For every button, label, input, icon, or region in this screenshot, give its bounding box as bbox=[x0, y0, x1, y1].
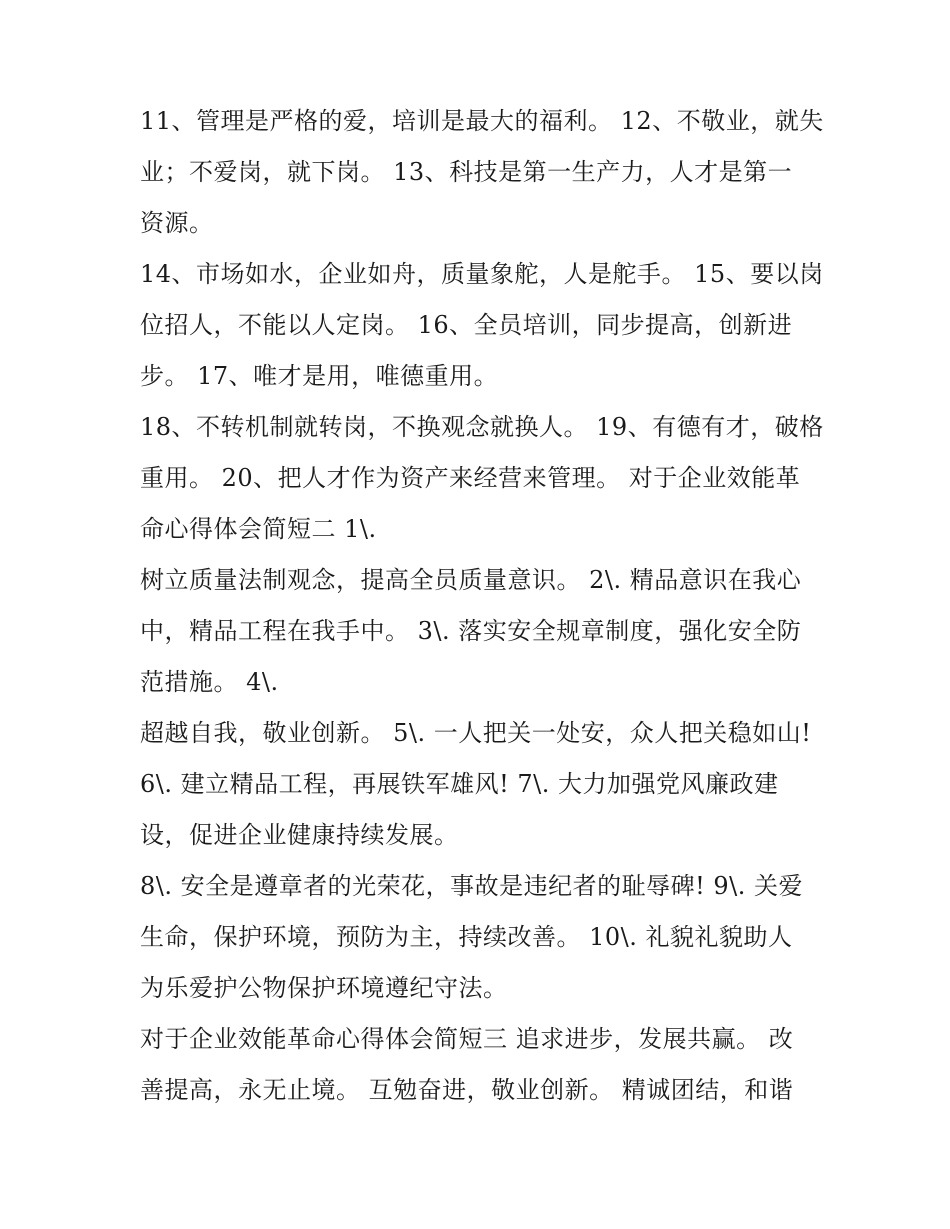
text-line: 为乐爱护公物保护环境遵纪守法。 bbox=[140, 974, 508, 1002]
text-line: 生命，保护环境，预防为主，持续改善。 10\. 礼貌礼貌助人 bbox=[140, 923, 793, 951]
text-line: 范措施。 4\. bbox=[140, 668, 279, 696]
text-line: 善提高，永无止境。 互勉奋进，敬业创新。 精诚团结，和谐 bbox=[140, 1076, 794, 1104]
text-line: 超越自我，敬业创新。 5\. 一人把关一处安，众人把关稳如山! bbox=[140, 719, 812, 747]
text-line: 重用。 20、把人才作为资产来经营来管理。 对于企业效能革 bbox=[140, 464, 801, 492]
text-line: 命心得体会简短二 1\. bbox=[140, 515, 377, 543]
text-line: 6\. 建立精品工程，再展铁军雄风! 7\. 大力加强党风廉政建 bbox=[140, 770, 779, 798]
text-line: 8\. 安全是遵章者的光荣花，事故是违纪者的耻辱碑! 9\. 关爱 bbox=[140, 872, 803, 900]
text-line: 设，促进企业健康持续发展。 bbox=[140, 821, 459, 849]
text-line: 对于企业效能革命心得体会简短三 追求进步，发展共赢。 改 bbox=[140, 1025, 794, 1053]
text-line: 步。 17、唯才是用，唯德重用。 bbox=[140, 362, 499, 390]
text-line: 11、管理是严格的爱，培训是最大的福利。 12、不敬业，就失 bbox=[140, 107, 824, 135]
text-line: 资源。 bbox=[140, 209, 214, 237]
text-line: 14、市场如水，企业如舟，质量象舵，人是舵手。 15、要以岗 bbox=[140, 260, 824, 288]
text-line: 中，精品工程在我手中。 3\. 落实安全规章制度，强化安全防 bbox=[140, 617, 802, 645]
text-line: 树立质量法制观念，提高全员质量意识。 2\. 精品意识在我心 bbox=[140, 566, 802, 594]
text-line: 业；不爱岗，就下岗。 13、科技是第一生产力，人才是第一 bbox=[140, 158, 793, 186]
text-line: 位招人，不能以人定岗。 16、全员培训，同步提高，创新进 bbox=[140, 311, 793, 339]
text-line: 18、不转机制就转岗，不换观念就换人。 19、有德有才，破格 bbox=[140, 413, 824, 441]
